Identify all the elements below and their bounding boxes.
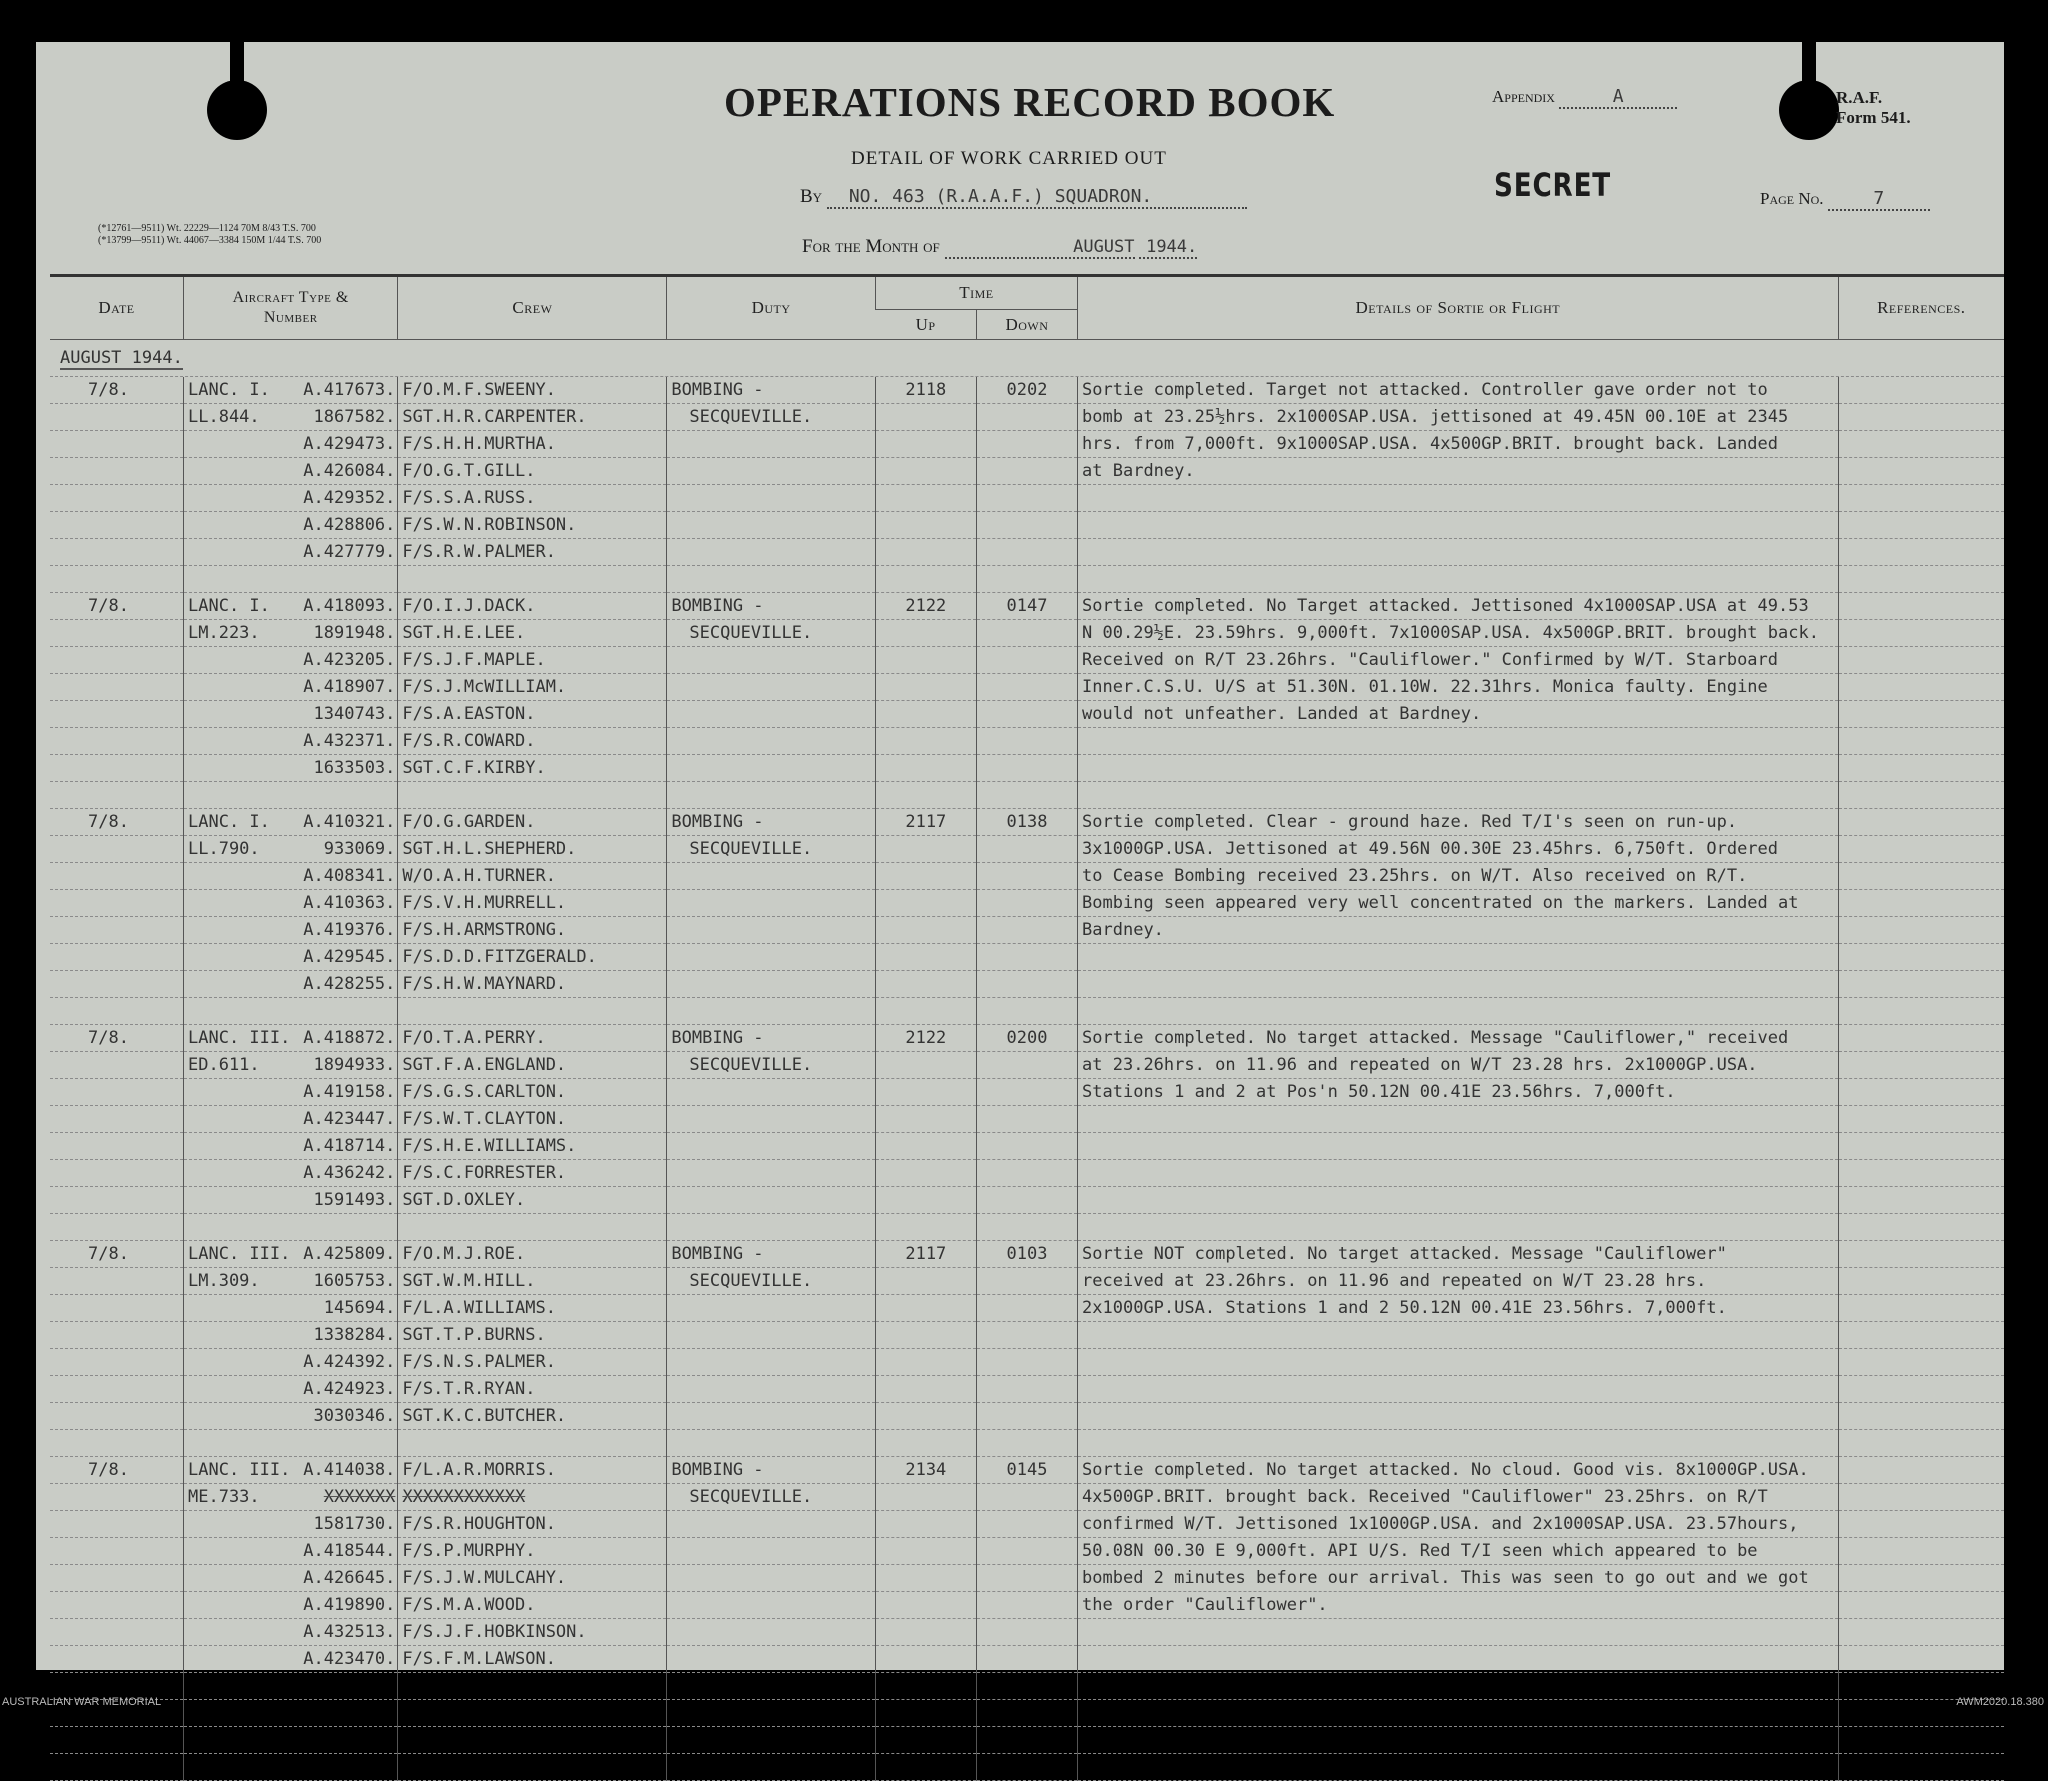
crew-service-number: 145694. bbox=[323, 1298, 396, 1318]
aircraft-line bbox=[184, 836, 397, 863]
crew-member: W/O.A.H.TURNER. bbox=[398, 863, 666, 890]
details-line: Sortie completed. No target attacked. Message "Cauliflower," received bbox=[1078, 1025, 1838, 1052]
time-up: 2122 bbox=[876, 593, 976, 620]
crew-service-number: A.419890. bbox=[303, 1595, 396, 1615]
crew-service-number: 933069. bbox=[323, 839, 396, 859]
cell-details bbox=[1078, 377, 1839, 593]
cell-down bbox=[976, 809, 1077, 1025]
crew-service-number: 1894933. bbox=[313, 1055, 396, 1075]
cell-up bbox=[875, 377, 976, 593]
time-down: 0145 bbox=[977, 1457, 1077, 1484]
details-line: the order "Cauliflower". bbox=[1078, 1592, 1838, 1619]
crew-member: F/S.W.N.ROBINSON. bbox=[398, 512, 666, 539]
page-number-value: 7 bbox=[1828, 188, 1930, 211]
details-line: confirmed W/T. Jettisoned 1x1000GP.USA. and 2x1000SAP.USA. 23.57hours, bbox=[1078, 1511, 1838, 1538]
crew-member: F/O.T.A.PERRY. bbox=[398, 1025, 666, 1052]
crew-member: SGT.H.R.CARPENTER. bbox=[398, 404, 666, 431]
details-line: Sortie completed. No target attacked. No cloud. Good vis. 8x1000GP.USA. bbox=[1078, 1457, 1838, 1484]
cell-up bbox=[875, 1457, 976, 1700]
details-line: Bombing seen appeared very well concentrated on the markers. Landed at bbox=[1078, 890, 1838, 917]
page-subtitle: DETAIL OF WORK CARRIED OUT bbox=[851, 148, 1167, 169]
crew-service-number: A.426084. bbox=[303, 461, 396, 481]
sortie-row bbox=[50, 377, 2004, 593]
details-line: received at 23.26hrs. on 11.96 and repeated on W/T 23.28 hrs. bbox=[1078, 1268, 1838, 1295]
time-up: 2118 bbox=[876, 377, 976, 404]
cell-refs bbox=[1838, 1025, 2004, 1241]
crew-member: F/S.H.ARMSTRONG. bbox=[398, 917, 666, 944]
footer-accession: AWM2020.18.380 bbox=[1956, 1696, 2044, 1708]
crew-service-number: A.418907. bbox=[303, 677, 396, 697]
cell-aircraft bbox=[184, 1241, 398, 1457]
cell-crew bbox=[398, 377, 667, 593]
crew-member: F/O.I.J.DACK. bbox=[398, 593, 666, 620]
appendix-label: Appendix bbox=[1492, 87, 1555, 106]
crew-member: F/S.W.T.CLAYTON. bbox=[398, 1106, 666, 1133]
cell-refs bbox=[1838, 809, 2004, 1025]
crew-member: F/L.A.R.MORRIS. bbox=[398, 1457, 666, 1484]
aircraft-line bbox=[184, 1241, 397, 1268]
page-title: OPERATIONS RECORD BOOK bbox=[724, 79, 1336, 125]
cell-down bbox=[976, 593, 1077, 809]
duty-line: SECQUEVILLE. bbox=[667, 620, 874, 647]
time-down: 0103 bbox=[977, 1241, 1077, 1268]
crew-member: F/S.J.F.HOBKINSON. bbox=[398, 1619, 666, 1646]
crew-member: F/S.N.S.PALMER. bbox=[398, 1349, 666, 1376]
cell-crew bbox=[398, 1025, 667, 1241]
details-line: Stations 1 and 2 at Pos'n 50.12N 00.41E 23.56hrs. 7,000ft. bbox=[1078, 1079, 1838, 1106]
by-label: By bbox=[800, 186, 823, 207]
crew-member: SGT.H.L.SHEPHERD. bbox=[398, 836, 666, 863]
details-line: bombed 2 minutes before our arrival. This was seen to go out and we got bbox=[1078, 1565, 1838, 1592]
crew-member: F/S.H.H.MURTHA. bbox=[398, 431, 666, 458]
crew-service-number: 1605753. bbox=[313, 1271, 396, 1291]
time-down: 0200 bbox=[977, 1025, 1077, 1052]
crew-member: SGT.K.C.BUTCHER. bbox=[398, 1403, 666, 1430]
time-up: 2134 bbox=[876, 1457, 976, 1484]
aircraft-line bbox=[184, 1268, 397, 1295]
crew-member: F/S.J.W.MULCAHY. bbox=[398, 1565, 666, 1592]
details-line: Received on R/T 23.26hrs. "Cauliflower." Confirmed by W/T. Starboard bbox=[1078, 647, 1838, 674]
details-line: 4x500GP.BRIT. brought back. Received "Cauliflower" 23.25hrs. on R/T bbox=[1078, 1484, 1838, 1511]
cell-aircraft bbox=[184, 593, 398, 809]
cell-down bbox=[976, 1457, 1077, 1700]
aircraft-line: LL.844. bbox=[188, 407, 260, 427]
crew-member: SGT.D.OXLEY. bbox=[398, 1187, 666, 1214]
cell-aircraft bbox=[184, 1025, 398, 1241]
cell-duty bbox=[667, 809, 875, 1025]
duty-line: BOMBING - bbox=[667, 377, 874, 404]
aircraft-line bbox=[184, 620, 397, 647]
crew-service-number: A.418544. bbox=[303, 1541, 396, 1561]
month-field bbox=[802, 236, 1197, 259]
col-header-down: Down bbox=[976, 310, 1077, 340]
cell-up bbox=[875, 809, 976, 1025]
crew-service-number: A.418714. bbox=[303, 1136, 396, 1156]
cell-refs bbox=[1838, 1241, 2004, 1457]
time-down: 0147 bbox=[977, 593, 1077, 620]
crew-service-number: A.423470. bbox=[303, 1649, 396, 1669]
crew-member: F/S.A.EASTON. bbox=[398, 701, 666, 728]
aircraft-line bbox=[184, 1484, 397, 1511]
cell-date bbox=[50, 593, 184, 809]
details-line: at Bardney. bbox=[1078, 458, 1838, 485]
duty-line: BOMBING - bbox=[667, 809, 874, 836]
crew-member: F/S.S.A.RUSS. bbox=[398, 485, 666, 512]
crew-service-number: 1891948. bbox=[313, 623, 396, 643]
duty-line: SECQUEVILLE. bbox=[667, 404, 874, 431]
sortie-date: 7/8. bbox=[50, 1457, 183, 1484]
crew-member: F/S.F.M.LAWSON. bbox=[398, 1646, 666, 1673]
by-field bbox=[800, 186, 1247, 209]
crew-service-number: 1633503. bbox=[313, 758, 396, 778]
cell-duty bbox=[667, 377, 875, 593]
cell-details bbox=[1078, 809, 1839, 1025]
crew-member: F/O.G.GARDEN. bbox=[398, 809, 666, 836]
aircraft-line: LANC. I. bbox=[188, 596, 270, 616]
crew-member: F/S.V.H.MURRELL. bbox=[398, 890, 666, 917]
operations-table bbox=[50, 274, 2004, 1781]
details-line: 3x1000GP.USA. Jettisoned at 49.56N 00.30E 23.45hrs. 6,750ft. Ordered bbox=[1078, 836, 1838, 863]
binder-hole-left bbox=[207, 80, 267, 140]
page-number-label: Page No. bbox=[1760, 189, 1824, 208]
time-up: 2117 bbox=[876, 809, 976, 836]
details-line: 2x1000GP.USA. Stations 1 and 2 50.12N 00.41E 23.56hrs. 7,000ft. bbox=[1078, 1295, 1838, 1322]
crew-member: F/S.R.W.PALMER. bbox=[398, 539, 666, 566]
secret-stamp: SECRET bbox=[1494, 166, 1612, 204]
aircraft-line: LL.790. bbox=[188, 839, 260, 859]
cell-crew bbox=[398, 593, 667, 809]
appendix-field bbox=[1492, 86, 1677, 109]
crew-member: F/L.A.WILLIAMS. bbox=[398, 1295, 666, 1322]
cell-down bbox=[976, 1241, 1077, 1457]
crew-member: F/O.M.J.ROE. bbox=[398, 1241, 666, 1268]
crew-member: F/S.R.COWARD. bbox=[398, 728, 666, 755]
time-down: 0138 bbox=[977, 809, 1077, 836]
details-line: Inner.C.S.U. U/S at 51.30N. 01.10W. 22.31hrs. Monica faulty. Engine bbox=[1078, 674, 1838, 701]
form-print-code: (*12761—9511) Wt. 22229—1124 70M 8/43 T.S. 700 bbox=[98, 223, 316, 234]
month-value: AUGUST bbox=[945, 237, 1135, 259]
duty-line: BOMBING - bbox=[667, 1241, 874, 1268]
crew-service-number: A.410363. bbox=[303, 893, 396, 913]
col-header-details: Details of Sortie or Flight bbox=[1078, 276, 1839, 340]
details-line: N 00.29½E. 23.59hrs. 9,000ft. 7x1000SAP.USA. 4x500GP.BRIT. brought back. bbox=[1078, 620, 1838, 647]
crew-member: XXXXXXXXXXXX bbox=[398, 1484, 666, 1511]
crew-service-number: 1581730. bbox=[313, 1514, 396, 1534]
crew-member: F/S.H.W.MAYNARD. bbox=[398, 971, 666, 998]
sortie-row bbox=[50, 809, 2004, 1025]
aircraft-line: LANC. III. bbox=[188, 1028, 291, 1048]
crew-service-number: A.424923. bbox=[303, 1379, 396, 1399]
aircraft-line: LANC. III. bbox=[188, 1244, 291, 1264]
crew-member: SGT.H.E.LEE. bbox=[398, 620, 666, 647]
cell-date bbox=[50, 377, 184, 593]
crew-service-number: A.436242. bbox=[303, 1163, 396, 1183]
time-down: 0202 bbox=[977, 377, 1077, 404]
crew-service-number: 3030346. bbox=[313, 1406, 396, 1426]
details-line: to Cease Bombing received 23.25hrs. on W/T. Also received on R/T. bbox=[1078, 863, 1838, 890]
crew-service-number: A.419376. bbox=[303, 920, 396, 940]
cell-refs bbox=[1838, 377, 2004, 593]
aircraft-line: ED.611. bbox=[188, 1055, 260, 1075]
aircraft-line bbox=[184, 1457, 397, 1484]
cell-duty bbox=[667, 1241, 875, 1457]
crew-member: SGT.W.M.HILL. bbox=[398, 1268, 666, 1295]
cell-refs bbox=[1838, 1457, 2004, 1700]
cell-crew bbox=[398, 809, 667, 1025]
crew-member: F/S.J.McWILLIAM. bbox=[398, 674, 666, 701]
page-number-field bbox=[1760, 188, 1930, 211]
crew-service-number: A.418872. bbox=[303, 1028, 396, 1048]
aircraft-line: ME.733. bbox=[188, 1487, 260, 1507]
crew-service-number: A.429352. bbox=[303, 488, 396, 508]
cell-aircraft bbox=[184, 1457, 398, 1700]
col-header-date: Date bbox=[50, 276, 184, 340]
duty-line: SECQUEVILLE. bbox=[667, 836, 874, 863]
crew-service-number: A.426645. bbox=[303, 1568, 396, 1588]
cell-details bbox=[1078, 1457, 1839, 1700]
cell-up bbox=[875, 1025, 976, 1241]
raf-label: R.A.F. bbox=[1836, 88, 1883, 107]
cell-crew bbox=[398, 1457, 667, 1700]
record-sheet bbox=[36, 42, 2004, 1670]
crew-service-number: 1340743. bbox=[313, 704, 396, 724]
duty-line: BOMBING - bbox=[667, 1025, 874, 1052]
details-line: Sortie completed. No Target attacked. Jettisoned 4x1000SAP.USA at 49.53 bbox=[1078, 593, 1838, 620]
cell-up bbox=[875, 1241, 976, 1457]
crew-member: SGT.F.A.ENGLAND. bbox=[398, 1052, 666, 1079]
crew-member: SGT.C.F.KIRBY. bbox=[398, 755, 666, 782]
crew-service-number: A.432371. bbox=[303, 731, 396, 751]
crew-service-number: A.425809. bbox=[303, 1244, 396, 1264]
form-number: Form 541. bbox=[1836, 108, 1911, 127]
month-heading: AUGUST 1944. bbox=[50, 340, 2004, 377]
duty-line: SECQUEVILLE. bbox=[667, 1268, 874, 1295]
cell-details bbox=[1078, 1241, 1839, 1457]
crew-service-number: A.417673. bbox=[303, 380, 396, 400]
duty-line: BOMBING - bbox=[667, 1457, 874, 1484]
aircraft-line bbox=[184, 404, 397, 431]
col-header-crew: Crew bbox=[398, 276, 667, 340]
aircraft-line bbox=[184, 1025, 397, 1052]
duty-line: SECQUEVILLE. bbox=[667, 1052, 874, 1079]
aircraft-line: LANC. I. bbox=[188, 380, 270, 400]
cell-duty bbox=[667, 1457, 875, 1700]
crew-service-number: A.410321. bbox=[303, 812, 396, 832]
crew-member: F/S.D.D.FITZGERALD. bbox=[398, 944, 666, 971]
sortie-row bbox=[50, 1241, 2004, 1457]
crew-service-number: A.408341. bbox=[303, 866, 396, 886]
col-header-time: Time bbox=[875, 276, 1077, 310]
aircraft-line: LM.309. bbox=[188, 1271, 260, 1291]
cell-duty bbox=[667, 1025, 875, 1241]
details-line: 50.08N 00.30 E 9,000ft. API U/S. Red T/I seen which appeared to be bbox=[1078, 1538, 1838, 1565]
cell-duty bbox=[667, 593, 875, 809]
aircraft-line bbox=[184, 1052, 397, 1079]
crew-service-number: A.428806. bbox=[303, 515, 396, 535]
details-line: at 23.26hrs. on 11.96 and repeated on W/T 23.28 hrs. 2x1000GP.USA. bbox=[1078, 1052, 1838, 1079]
cell-up bbox=[875, 593, 976, 809]
cell-aircraft bbox=[184, 809, 398, 1025]
cell-date bbox=[50, 1025, 184, 1241]
crew-service-number: A.428255. bbox=[303, 974, 396, 994]
details-line: Bardney. bbox=[1078, 917, 1838, 944]
crew-service-number: A.429473. bbox=[303, 434, 396, 454]
crew-service-number: A.414038. bbox=[303, 1460, 396, 1480]
col-header-references: References. bbox=[1838, 276, 2004, 340]
crew-service-number: 1591493. bbox=[313, 1190, 396, 1210]
cell-details bbox=[1078, 1025, 1839, 1241]
sortie-row bbox=[50, 1457, 2004, 1700]
sortie-row bbox=[50, 1025, 2004, 1241]
cell-down bbox=[976, 1025, 1077, 1241]
details-line: bomb at 23.25½hrs. 2x1000SAP.USA. jettisoned at 49.45N 00.10E at 2345 bbox=[1078, 404, 1838, 431]
cell-details bbox=[1078, 593, 1839, 809]
details-line: Sortie NOT completed. No target attacked. Message "Cauliflower" bbox=[1078, 1241, 1838, 1268]
appendix-value: A bbox=[1559, 86, 1677, 109]
sortie-date: 7/8. bbox=[50, 1025, 183, 1052]
aircraft-line bbox=[184, 809, 397, 836]
squadron-value: NO. 463 (R.A.A.F.) SQUADRON. bbox=[827, 186, 1247, 209]
col-header-duty: Duty bbox=[667, 276, 875, 340]
aircraft-line bbox=[184, 377, 397, 404]
sortie-date: 7/8. bbox=[50, 593, 183, 620]
col-header-up: Up bbox=[875, 310, 976, 340]
crew-member: F/S.J.F.MAPLE. bbox=[398, 647, 666, 674]
footer-credit: AUSTRALIAN WAR MEMORIAL bbox=[2, 1696, 162, 1708]
details-line: Sortie completed. Clear - ground haze. Red T/I's seen on run-up. bbox=[1078, 809, 1838, 836]
duty-line: BOMBING - bbox=[667, 593, 874, 620]
crew-service-number: A.432513. bbox=[303, 1622, 396, 1642]
blank-ruled-rows bbox=[50, 1700, 2004, 1781]
cell-down bbox=[976, 377, 1077, 593]
aircraft-line: LM.223. bbox=[188, 623, 260, 643]
sortie-date: 7/8. bbox=[50, 809, 183, 836]
crew-service-number: A.418093. bbox=[303, 596, 396, 616]
crew-member: F/S.T.R.RYAN. bbox=[398, 1376, 666, 1403]
form-print-codes bbox=[98, 223, 321, 247]
crew-service-number: XXXXXXX bbox=[323, 1487, 396, 1507]
cell-crew bbox=[398, 1241, 667, 1457]
crew-service-number: A.423205. bbox=[303, 650, 396, 670]
details-line: would not unfeather. Landed at Bardney. bbox=[1078, 701, 1838, 728]
crew-service-number: 1338284. bbox=[313, 1325, 396, 1345]
crew-service-number: 1867582. bbox=[313, 407, 396, 427]
aircraft-line: LANC. III. bbox=[188, 1460, 291, 1480]
crew-service-number: A.424392. bbox=[303, 1352, 396, 1372]
crew-member: F/O.M.F.SWEENY. bbox=[398, 377, 666, 404]
crew-member: F/S.M.A.WOOD. bbox=[398, 1592, 666, 1619]
cell-date bbox=[50, 1457, 184, 1700]
crew-member: F/O.G.T.GILL. bbox=[398, 458, 666, 485]
sortie-date: 7/8. bbox=[50, 377, 183, 404]
sortie-date: 7/8. bbox=[50, 1241, 183, 1268]
crew-member: F/S.H.E.WILLIAMS. bbox=[398, 1133, 666, 1160]
crew-service-number: A.423447. bbox=[303, 1109, 396, 1129]
crew-service-number: A.427779. bbox=[303, 542, 396, 562]
binder-hole-right bbox=[1779, 80, 1839, 140]
crew-service-number: A.419158. bbox=[303, 1082, 396, 1102]
form-print-code: (*13799—9511) Wt. 44067—3384 150M 1/44 T.S. 700 bbox=[98, 235, 322, 246]
crew-member: F/S.C.FORRESTER. bbox=[398, 1160, 666, 1187]
time-up: 2122 bbox=[876, 1025, 976, 1052]
cell-date bbox=[50, 809, 184, 1025]
details-line: Sortie completed. Target not attacked. Controller gave order not to bbox=[1078, 377, 1838, 404]
crew-member: F/S.P.MURPHY. bbox=[398, 1538, 666, 1565]
col-header-aircraft: Aircraft Type & Number bbox=[184, 276, 398, 340]
month-label: For the Month of bbox=[802, 236, 940, 257]
duty-line: SECQUEVILLE. bbox=[667, 1484, 874, 1511]
crew-service-number: A.429545. bbox=[303, 947, 396, 967]
cell-date bbox=[50, 1241, 184, 1457]
aircraft-line: LANC. I. bbox=[188, 812, 270, 832]
cell-refs bbox=[1838, 593, 2004, 809]
aircraft-line bbox=[184, 593, 397, 620]
crew-member: F/S.R.HOUGHTON. bbox=[398, 1511, 666, 1538]
details-line: hrs. from 7,000ft. 9x1000SAP.USA. 4x500GP.BRIT. brought back. Landed bbox=[1078, 431, 1838, 458]
time-up: 2117 bbox=[876, 1241, 976, 1268]
year-value: 1944. bbox=[1139, 237, 1197, 259]
cell-aircraft bbox=[184, 377, 398, 593]
sortie-row bbox=[50, 593, 2004, 809]
crew-member: F/S.G.S.CARLTON. bbox=[398, 1079, 666, 1106]
crew-member: SGT.T.P.BURNS. bbox=[398, 1322, 666, 1349]
